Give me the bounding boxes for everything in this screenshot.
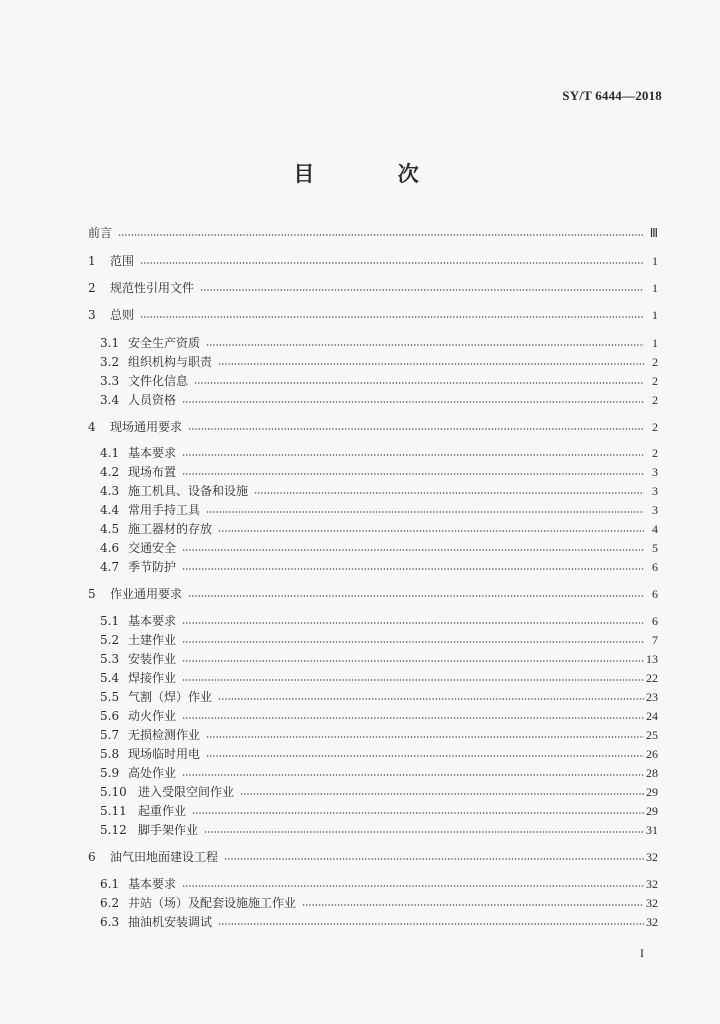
toc-entry-label: 文件化信息 (128, 374, 189, 388)
toc-entry-label: 气割（焊）作业 (128, 690, 213, 704)
toc-entry-page: Ⅲ (649, 226, 658, 240)
toc-entry-number: 5.8 (100, 747, 120, 761)
toc-entry[interactable] (100, 667, 658, 685)
toc-dot-leader (140, 315, 644, 319)
toc-entry[interactable] (88, 277, 658, 295)
toc-dot-leader (218, 922, 644, 926)
toc-entry-number: 5.5 (100, 690, 120, 704)
toc-entry-label: 季节防护 (128, 560, 177, 574)
toc-entry-page: 1 (652, 336, 658, 350)
toc-entry-number: 1 (88, 254, 96, 268)
toc-entry-page: 6 (652, 614, 658, 628)
toc-dot-leader (182, 716, 644, 720)
toc-entry-label: 交通安全 (128, 541, 177, 555)
toc-dot-leader (182, 621, 644, 625)
toc-entry[interactable] (100, 480, 658, 498)
toc-entry-page: 6 (652, 587, 658, 601)
toc-entry-label: 高处作业 (128, 766, 177, 780)
toc-entry-page: 1 (652, 281, 658, 295)
toc-entry-page: 3 (652, 484, 658, 498)
toc-dot-leader (118, 233, 644, 237)
toc-dot-leader (200, 288, 644, 292)
toc-entry-label: 进入受限空间作业 (138, 785, 235, 799)
toc-dot-leader (188, 594, 644, 598)
toc-entry[interactable] (100, 762, 658, 780)
toc-entry-number: 5.3 (100, 652, 120, 666)
toc-entry-number: 3 (88, 308, 96, 322)
toc-entry-label: 范围 (110, 254, 135, 268)
toc-entry-page: 2 (652, 420, 658, 434)
toc-entry-page: 2 (652, 446, 658, 460)
toc-entry-number: 4.6 (100, 541, 120, 555)
toc-entry[interactable] (88, 583, 658, 601)
toc-entry-number: 3.1 (100, 336, 120, 350)
toc-entry-number: 2 (88, 281, 96, 295)
toc-entry-page: 7 (652, 633, 658, 647)
toc-entry[interactable] (100, 873, 658, 891)
toc-dot-leader (182, 659, 644, 663)
toc-entry-label: 施工机具、设备和设施 (128, 484, 249, 498)
toc-entry[interactable] (100, 332, 658, 350)
toc-entry-label: 作业通用要求 (110, 587, 183, 601)
toc-entry[interactable] (100, 461, 658, 479)
toc-entry[interactable] (100, 743, 658, 761)
toc-entry-page: 3 (652, 465, 658, 479)
toc-dot-leader (194, 381, 644, 385)
toc-entry-page: 28 (646, 766, 658, 780)
toc-entry-page: 23 (646, 690, 658, 704)
toc-entry[interactable] (88, 304, 658, 322)
toc-entry-number: 5.7 (100, 728, 120, 742)
toc-entry-label: 脚手架作业 (138, 823, 199, 837)
toc-entry-label: 现场通用要求 (110, 420, 183, 434)
toc-entry-number: 5.9 (100, 766, 120, 780)
toc-entry-number: 5 (88, 587, 96, 601)
toc-dot-leader (254, 491, 644, 495)
toc-dot-leader (224, 857, 644, 861)
toc-entry-page: 2 (652, 393, 658, 407)
toc-entry-number: 4.1 (100, 446, 120, 460)
toc-entry-number: 5.2 (100, 633, 120, 647)
toc-entry-number: 4.5 (100, 522, 120, 536)
toc-entry-label: 现场布置 (128, 465, 177, 479)
toc-entry-page: 22 (646, 671, 658, 685)
toc-entry-label: 焊接作业 (128, 671, 177, 685)
toc-dot-leader (206, 735, 644, 739)
toc-entry-label: 前言 (88, 226, 113, 240)
toc-entry-number: 6.3 (100, 915, 120, 929)
toc-entry-page: 2 (652, 355, 658, 369)
toc-entry-number: 5.10 (100, 785, 127, 799)
toc-dot-leader (240, 792, 644, 796)
toc-dot-leader (218, 362, 644, 366)
toc-entry-label: 安装作业 (128, 652, 177, 666)
toc-dot-leader (182, 548, 644, 552)
toc-entry-number: 6.1 (100, 877, 120, 891)
toc-dot-leader (204, 830, 644, 834)
toc-dot-leader (206, 510, 644, 514)
toc-entry-page: 25 (646, 728, 658, 742)
toc-entry-number: 6 (88, 850, 96, 864)
toc-entry-number: 4.2 (100, 465, 120, 479)
toc-entry[interactable] (100, 781, 658, 799)
toc-dot-leader (188, 427, 644, 431)
toc-entry-label: 基本要求 (128, 446, 177, 460)
toc-dot-leader (182, 884, 644, 888)
toc-entry-label: 基本要求 (128, 614, 177, 628)
toc-entry[interactable] (100, 370, 658, 388)
toc-entry-page: 32 (646, 915, 658, 929)
toc-entry-number: 3.4 (100, 393, 120, 407)
toc-entry[interactable] (100, 705, 658, 723)
toc-entry-page: 24 (646, 709, 658, 723)
toc-entry[interactable] (100, 686, 658, 704)
toc-entry[interactable] (100, 556, 658, 574)
toc-entry-label: 组织机构与职责 (128, 355, 213, 369)
toc-dot-leader (192, 811, 644, 815)
toc-entry-page: 5 (652, 541, 658, 555)
toc-dot-leader (302, 903, 644, 907)
toc-entry-page: 13 (646, 652, 658, 666)
toc-dot-leader (182, 472, 644, 476)
toc-entry[interactable] (88, 222, 658, 240)
toc-entry[interactable] (100, 819, 658, 837)
toc-dot-leader (182, 400, 644, 404)
toc-entry-number: 5.4 (100, 671, 120, 685)
toc-entry-page: 1 (652, 308, 658, 322)
toc-entry-page: 29 (646, 804, 658, 818)
toc-entry[interactable] (88, 250, 658, 268)
toc-entry[interactable] (100, 648, 658, 666)
toc-entry-label: 规范性引用文件 (110, 281, 195, 295)
toc-entry-number: 3.3 (100, 374, 120, 388)
toc-entry-page: 4 (652, 522, 658, 536)
toc-entry[interactable] (100, 537, 658, 555)
toc-dot-leader (206, 343, 644, 347)
toc-entry-label: 安全生产资质 (128, 336, 201, 350)
toc-entry[interactable] (100, 518, 658, 536)
toc-entry-page: 32 (646, 850, 658, 864)
toc-entry-label: 基本要求 (128, 877, 177, 891)
toc-entry[interactable] (88, 416, 658, 434)
toc-dot-leader (182, 773, 644, 777)
toc-entry-number: 4.4 (100, 503, 120, 517)
toc-entry-label: 抽油机安装调试 (128, 915, 213, 929)
toc-entry[interactable] (100, 629, 658, 647)
toc-entry[interactable] (100, 610, 658, 628)
toc-entry[interactable] (100, 499, 658, 517)
toc-entry-page: 32 (646, 896, 658, 910)
toc-dot-leader (140, 261, 644, 265)
toc-entry[interactable] (100, 892, 658, 910)
toc-dot-leader (218, 697, 644, 701)
toc-entry-number: 5.12 (100, 823, 127, 837)
footer-page-number: I (640, 946, 644, 960)
toc-entry-page: 26 (646, 747, 658, 761)
toc-entry-number: 5.11 (100, 804, 127, 818)
toc-entry-number: 4 (88, 420, 96, 434)
toc-entry-label: 常用手持工具 (128, 503, 201, 517)
toc-entry-label: 施工器材的存放 (128, 522, 213, 536)
toc-entry-label: 人员资格 (128, 393, 177, 407)
toc-entry-number: 3.2 (100, 355, 120, 369)
toc-entry-label: 动火作业 (128, 709, 177, 723)
toc-entry-page: 29 (646, 785, 658, 799)
toc-entry-label: 油气田地面建设工程 (110, 850, 219, 864)
toc-dot-leader (182, 453, 644, 457)
toc-dot-leader (206, 754, 644, 758)
toc-entry-page: 31 (646, 823, 658, 837)
toc-entry-label: 现场临时用电 (128, 747, 201, 761)
toc-entry[interactable] (100, 724, 658, 742)
toc-entry-number: 4.7 (100, 560, 120, 574)
toc-entry[interactable] (100, 389, 658, 407)
toc-entry-label: 土建作业 (128, 633, 177, 647)
toc-entry[interactable] (88, 846, 658, 864)
toc-entry[interactable] (100, 800, 658, 818)
toc-dot-leader (182, 640, 644, 644)
toc-entry-page: 1 (652, 254, 658, 268)
toc-entry-number: 6.2 (100, 896, 120, 910)
toc-dot-leader (182, 567, 644, 571)
toc-entry-page: 2 (652, 374, 658, 388)
toc-entry-label: 无损检测作业 (128, 728, 201, 742)
toc-entry-number: 5.1 (100, 614, 120, 628)
toc-entry-label: 起重作业 (138, 804, 187, 818)
toc-entry-page: 3 (652, 503, 658, 517)
toc-entry[interactable] (100, 351, 658, 369)
toc-entry-label: 总则 (110, 308, 135, 322)
toc-entry-label: 井站（场）及配套设施施工作业 (128, 896, 297, 910)
toc-entry-number: 5.6 (100, 709, 120, 723)
toc-entry-page: 32 (646, 877, 658, 891)
toc-entry[interactable] (100, 442, 658, 460)
toc-dot-leader (218, 529, 644, 533)
toc-entry[interactable] (100, 911, 658, 929)
page-title: 目 次 (293, 161, 457, 186)
toc-dot-leader (182, 678, 644, 682)
toc-entry-number: 4.3 (100, 484, 120, 498)
toc-entry-page: 6 (652, 560, 658, 574)
standard-code: SY/T 6444—2018 (562, 88, 662, 103)
